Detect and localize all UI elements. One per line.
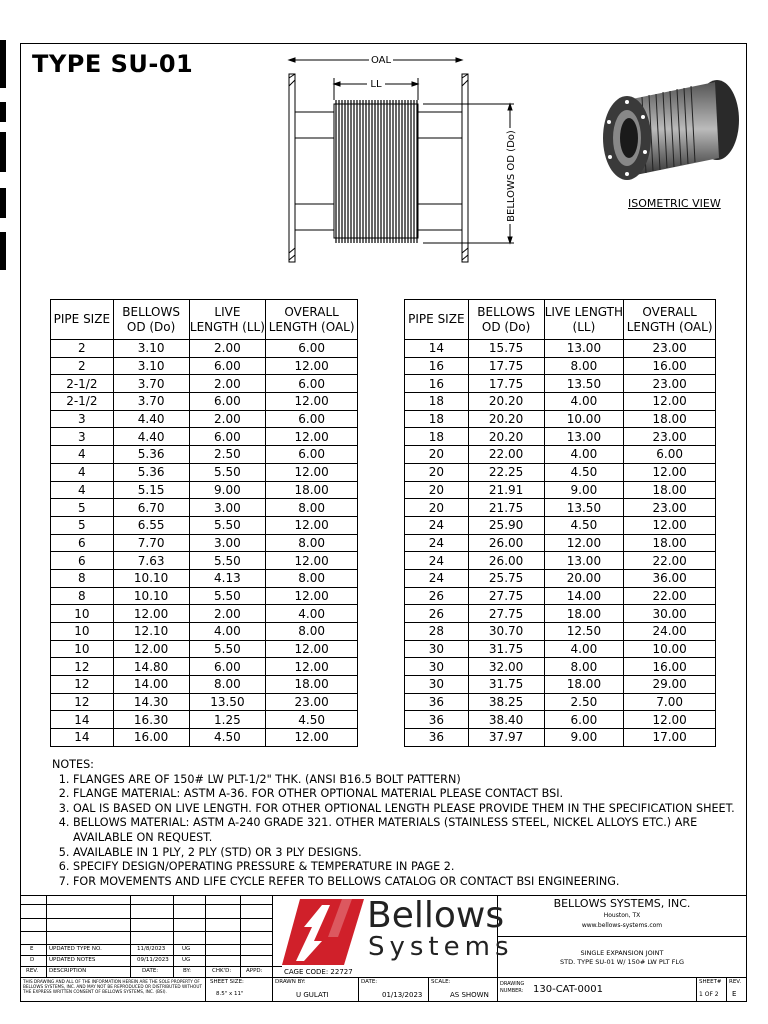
company-website: www.bellows-systems.com <box>581 922 663 929</box>
cell-pipe-size: 6 <box>51 552 114 570</box>
table-row <box>405 463 716 481</box>
cell-pipe-size: 8 <box>51 587 114 605</box>
note-item: 5. AVAILABLE IN 1 PLY, 2 PLY (STD) OR 3 PLY DESIGNS. <box>73 846 752 861</box>
cell-overall-length: 29.00 <box>624 676 716 694</box>
table-row <box>405 658 716 676</box>
logo-word-bellows: Bellows <box>367 895 505 936</box>
cell-live-length: 4.00 <box>544 393 624 411</box>
header-overall-length: OVERALL LENGTH (OAL) <box>624 300 716 340</box>
cell-pipe-size: 24 <box>405 516 469 534</box>
table-row <box>51 623 358 641</box>
cell-live-length: 6.00 <box>189 393 266 411</box>
table-row <box>405 481 716 499</box>
description-line-2: STD. TYPE SU-01 W/ 150# LW PLT FLG <box>559 958 685 966</box>
cell-live-length: 2.50 <box>189 446 266 464</box>
cell-bellows-od: 3.10 <box>113 340 189 358</box>
cell-bellows-od: 6.70 <box>113 499 189 517</box>
cell-overall-length: 6.00 <box>266 410 358 428</box>
cell-pipe-size: 14 <box>405 340 469 358</box>
cell-pipe-size: 30 <box>405 658 469 676</box>
cell-pipe-size: 2-1/2 <box>51 375 114 393</box>
cell-pipe-size: 12 <box>51 693 114 711</box>
cell-bellows-od: 17.75 <box>468 375 544 393</box>
cell-live-length: 4.13 <box>189 569 266 587</box>
table-row <box>405 393 716 411</box>
cell-pipe-size: 18 <box>405 393 469 411</box>
table-row <box>51 729 358 747</box>
header-live-length: LIVE LENGTH (LL) <box>189 300 266 340</box>
table-row <box>51 481 358 499</box>
cell-live-length: 12.00 <box>544 534 624 552</box>
cell-pipe-size: 24 <box>405 552 469 570</box>
rev-header-date: DATE: <box>142 968 159 974</box>
table-row <box>51 393 358 411</box>
cell-live-length: 5.50 <box>189 640 266 658</box>
cell-live-length: 4.00 <box>189 623 266 641</box>
cell-live-length: 9.00 <box>544 481 624 499</box>
cell-pipe-size: 10 <box>51 640 114 658</box>
cell-bellows-od: 15.75 <box>468 340 544 358</box>
rev-date: 09/11/2023 <box>137 957 169 963</box>
cell-live-length: 8.00 <box>544 658 624 676</box>
table-row <box>51 375 358 393</box>
cell-live-length: 9.00 <box>189 481 266 499</box>
cell-overall-length: 22.00 <box>624 552 716 570</box>
sheet-size-label: SHEET SIZE: <box>210 979 244 985</box>
rev-description: UPDATED NOTES <box>49 957 96 963</box>
company-city: Houston, TX <box>603 912 641 919</box>
company-name: BELLOWS SYSTEMS, INC. <box>553 897 691 910</box>
cell-overall-length: 23.00 <box>624 375 716 393</box>
cell-pipe-size: 28 <box>405 623 469 641</box>
table-row <box>405 623 716 641</box>
cell-overall-length: 6.00 <box>266 446 358 464</box>
rev-header-desc: DESCRIPTION <box>49 968 87 974</box>
cell-live-length: 4.50 <box>544 463 624 481</box>
cell-bellows-od: 20.20 <box>468 410 544 428</box>
cell-bellows-od: 5.36 <box>113 463 189 481</box>
header-pipe-size: PIPE SIZE <box>51 300 114 340</box>
cell-bellows-od: 38.40 <box>468 711 544 729</box>
scale-value: AS SHOWN <box>450 991 489 999</box>
cell-bellows-od: 26.00 <box>468 534 544 552</box>
table-row <box>405 640 716 658</box>
cell-bellows-od: 32.00 <box>468 658 544 676</box>
bellows-logo-mark <box>282 897 364 967</box>
cell-live-length: 20.00 <box>544 569 624 587</box>
header-live-length: LIVE LENGTH (LL) <box>544 300 624 340</box>
table-row <box>51 534 358 552</box>
table-row <box>51 640 358 658</box>
cell-pipe-size: 26 <box>405 587 469 605</box>
cell-live-length: 14.00 <box>544 587 624 605</box>
table-row <box>51 357 358 375</box>
date-label: DATE: <box>361 979 378 985</box>
header-bellows-od: BELLOWS OD (Do) <box>468 300 544 340</box>
cell-overall-length: 12.00 <box>266 357 358 375</box>
cell-overall-length: 12.00 <box>266 729 358 747</box>
cell-live-length: 4.50 <box>544 516 624 534</box>
cell-overall-length: 23.00 <box>266 693 358 711</box>
cell-overall-length: 12.00 <box>624 711 716 729</box>
cell-bellows-od: 25.75 <box>468 569 544 587</box>
rev-by: UG <box>182 957 191 963</box>
cell-live-length: 13.00 <box>544 428 624 446</box>
table-row <box>51 587 358 605</box>
cell-bellows-od: 30.70 <box>468 623 544 641</box>
cell-bellows-od: 22.00 <box>468 446 544 464</box>
cell-overall-length: 12.00 <box>266 587 358 605</box>
rev-label: REV. <box>729 979 742 985</box>
header-overall-length: OVERALL LENGTH (OAL) <box>266 300 358 340</box>
cell-bellows-od: 22.25 <box>468 463 544 481</box>
cell-overall-length: 12.00 <box>266 393 358 411</box>
cell-bellows-od: 16.30 <box>113 711 189 729</box>
cell-live-length: 8.00 <box>189 676 266 694</box>
cell-live-length: 5.50 <box>189 516 266 534</box>
cell-bellows-od: 3.10 <box>113 357 189 375</box>
disclaimer-text: THIS DRAWING AND ALL OF THE INFORMATION HEREIN ARE THE SOLE PROPERTY OF BELLOWS SYSTEMS, INC. AND MAY NOT BE REPRODUCED OR DISTRIBUTED WITHOUT THE EXPRESS WRITTEN CONSENT OF BELLOWS SYSTEMS, INC. (BSI). <box>23 979 202 994</box>
cell-bellows-od: 5.15 <box>113 481 189 499</box>
cell-pipe-size: 36 <box>405 711 469 729</box>
rev-description: UPDATED TYPE NO. <box>49 946 102 952</box>
rev-header-by: BY: <box>183 968 191 974</box>
table-row <box>405 410 716 428</box>
drawing-number: 130-CAT-0001 <box>533 984 603 995</box>
cell-pipe-size: 16 <box>405 375 469 393</box>
cell-live-length: 3.00 <box>189 499 266 517</box>
table-row <box>51 340 358 358</box>
sheet-size-value: 8.5" x 11" <box>216 991 244 997</box>
cell-bellows-od: 12.00 <box>113 640 189 658</box>
cell-pipe-size: 5 <box>51 516 114 534</box>
table-row <box>51 693 358 711</box>
cell-live-length: 8.00 <box>544 357 624 375</box>
cell-pipe-size: 36 <box>405 693 469 711</box>
cell-pipe-size: 16 <box>405 357 469 375</box>
notes-section <box>52 758 752 889</box>
rev-header-chk: CHK'D: <box>212 968 232 974</box>
cell-bellows-od: 7.63 <box>113 552 189 570</box>
cell-live-length: 13.00 <box>544 552 624 570</box>
cell-overall-length: 23.00 <box>624 340 716 358</box>
cell-pipe-size: 20 <box>405 499 469 517</box>
cell-bellows-od: 10.10 <box>113 587 189 605</box>
cell-pipe-size: 30 <box>405 640 469 658</box>
table-row <box>405 534 716 552</box>
cell-overall-length: 12.00 <box>624 393 716 411</box>
cell-overall-length: 12.00 <box>266 428 358 446</box>
table-row <box>51 605 358 623</box>
cell-pipe-size: 3 <box>51 410 114 428</box>
cell-bellows-od: 4.40 <box>113 410 189 428</box>
cell-overall-length: 12.00 <box>266 552 358 570</box>
cell-overall-length: 18.00 <box>624 481 716 499</box>
cell-live-length: 5.50 <box>189 463 266 481</box>
note-item: 1. FLANGES ARE OF 150# LW PLT-1/2" THK. (ANSI B16.5 BOLT PATTERN) <box>73 773 752 788</box>
cell-bellows-od: 14.80 <box>113 658 189 676</box>
cell-live-length: 6.00 <box>544 711 624 729</box>
cell-live-length: 13.50 <box>544 375 624 393</box>
cell-overall-length: 8.00 <box>266 569 358 587</box>
cell-bellows-od: 37.97 <box>468 729 544 747</box>
cell-bellows-od: 5.36 <box>113 446 189 464</box>
cell-pipe-size: 2 <box>51 340 114 358</box>
cell-bellows-od: 31.75 <box>468 676 544 694</box>
cell-overall-length: 6.00 <box>266 340 358 358</box>
cell-live-length: 10.00 <box>544 410 624 428</box>
cell-bellows-od: 20.20 <box>468 428 544 446</box>
cell-live-length: 2.00 <box>189 375 266 393</box>
sheet-label: SHEET# <box>699 979 722 985</box>
cell-pipe-size: 4 <box>51 463 114 481</box>
spec-table-left <box>50 299 358 747</box>
table-row <box>51 463 358 481</box>
cell-pipe-size: 18 <box>405 410 469 428</box>
cell-live-length: 12.50 <box>544 623 624 641</box>
cell-overall-length: 18.00 <box>624 410 716 428</box>
sheet-value: 1 OF 2 <box>699 991 719 998</box>
table-row <box>405 676 716 694</box>
cell-live-length: 5.50 <box>189 587 266 605</box>
cell-bellows-od: 31.75 <box>468 640 544 658</box>
cage-code: CAGE CODE: 22727 <box>284 968 353 976</box>
cell-overall-length: 10.00 <box>624 640 716 658</box>
table-row <box>51 569 358 587</box>
cell-pipe-size: 4 <box>51 481 114 499</box>
cell-overall-length: 18.00 <box>624 534 716 552</box>
cell-overall-length: 12.00 <box>266 658 358 676</box>
cell-overall-length: 6.00 <box>624 446 716 464</box>
drawing-number-label: DRAWING NUMBER: <box>500 981 525 994</box>
rev-value: E <box>732 990 737 998</box>
table-row <box>51 552 358 570</box>
cell-bellows-od: 10.10 <box>113 569 189 587</box>
table-row <box>405 375 716 393</box>
cell-live-length: 9.00 <box>544 729 624 747</box>
cell-live-length: 4.50 <box>189 729 266 747</box>
cell-overall-length: 24.00 <box>624 623 716 641</box>
notes-heading: NOTES: <box>52 758 94 771</box>
cell-overall-length: 4.50 <box>266 711 358 729</box>
table-row <box>405 605 716 623</box>
page-title: TYPE SU-01 <box>32 50 194 78</box>
note-item: 7. FOR MOVEMENTS AND LIFE CYCLE REFER TO BELLOWS CATALOG OR CONTACT BSI ENGINEERING. <box>73 875 752 890</box>
cell-pipe-size: 20 <box>405 446 469 464</box>
cell-overall-length: 6.00 <box>266 375 358 393</box>
cell-live-length: 2.00 <box>189 410 266 428</box>
cell-bellows-od: 21.75 <box>468 499 544 517</box>
logo-word-systems: Systems <box>368 932 514 962</box>
date-value: 01/13/2023 <box>382 991 423 999</box>
cell-overall-length: 12.00 <box>624 463 716 481</box>
cell-pipe-size: 10 <box>51 605 114 623</box>
cell-live-length: 3.00 <box>189 534 266 552</box>
cell-overall-length: 7.00 <box>624 693 716 711</box>
cell-live-length: 4.00 <box>544 640 624 658</box>
table-row <box>51 410 358 428</box>
cell-live-length: 13.50 <box>189 693 266 711</box>
cell-overall-length: 22.00 <box>624 587 716 605</box>
cell-pipe-size: 24 <box>405 569 469 587</box>
cell-live-length: 18.00 <box>544 676 624 694</box>
cell-live-length: 13.00 <box>544 340 624 358</box>
cell-pipe-size: 14 <box>51 729 114 747</box>
cell-bellows-od: 12.10 <box>113 623 189 641</box>
table-row <box>51 446 358 464</box>
cell-overall-length: 12.00 <box>266 463 358 481</box>
cell-bellows-od: 6.55 <box>113 516 189 534</box>
header-pipe-size: PIPE SIZE <box>405 300 469 340</box>
table-row <box>405 552 716 570</box>
rev-by: UG <box>182 946 191 952</box>
cell-bellows-od: 4.40 <box>113 428 189 446</box>
cell-overall-length: 12.00 <box>624 516 716 534</box>
left-edge-marks <box>0 40 6 270</box>
rev-date: 11/8/2023 <box>137 946 166 952</box>
table-row <box>405 516 716 534</box>
cell-bellows-od: 38.25 <box>468 693 544 711</box>
cell-live-length: 2.50 <box>544 693 624 711</box>
cell-live-length: 1.25 <box>189 711 266 729</box>
cell-bellows-od: 12.00 <box>113 605 189 623</box>
table-row <box>405 340 716 358</box>
cell-overall-length: 18.00 <box>266 481 358 499</box>
isometric-view-label: ISOMETRIC VIEW <box>628 197 721 210</box>
table-row <box>51 676 358 694</box>
cell-live-length: 5.50 <box>189 552 266 570</box>
cell-pipe-size: 14 <box>51 711 114 729</box>
table-row <box>405 499 716 517</box>
cell-bellows-od: 14.00 <box>113 676 189 694</box>
cell-live-length: 2.00 <box>189 340 266 358</box>
rev-header-appd: APPD: <box>246 968 263 974</box>
note-item: 2. FLANGE MATERIAL: ASTM A-36. FOR OTHER OPTIONAL MATERIAL PLEASE CONTACT BSI. <box>73 787 752 802</box>
table-row <box>51 711 358 729</box>
table-row <box>51 658 358 676</box>
cell-bellows-od: 27.75 <box>468 587 544 605</box>
cell-live-length: 6.00 <box>189 658 266 676</box>
cell-bellows-od: 27.75 <box>468 605 544 623</box>
cell-pipe-size: 18 <box>405 428 469 446</box>
rev-letter: E <box>30 946 34 952</box>
note-item: 4. BELLOWS MATERIAL: ASTM A-240 GRADE 321. OTHER MATERIALS (STAINLESS STEEL, NICKEL ALLOYS ETC.) ARE AVAILABLE ON REQUEST. <box>73 816 752 845</box>
ll-label: LL <box>370 79 382 90</box>
cell-pipe-size: 20 <box>405 481 469 499</box>
bellows-od-label: BELLOWS OD (Do) <box>506 130 517 222</box>
cell-bellows-od: 20.20 <box>468 393 544 411</box>
cell-bellows-od: 17.75 <box>468 357 544 375</box>
table-row <box>405 587 716 605</box>
cell-overall-length: 16.00 <box>624 357 716 375</box>
note-item: 6. SPECIFY DESIGN/OPERATING PRESSURE & TEMPERATURE IN PAGE 2. <box>73 860 752 875</box>
cell-bellows-od: 26.00 <box>468 552 544 570</box>
cell-pipe-size: 3 <box>51 428 114 446</box>
table-row <box>51 516 358 534</box>
cell-live-length: 6.00 <box>189 428 266 446</box>
cell-overall-length: 36.00 <box>624 569 716 587</box>
cell-pipe-size: 8 <box>51 569 114 587</box>
cell-pipe-size: 36 <box>405 729 469 747</box>
cell-pipe-size: 30 <box>405 676 469 694</box>
table-row <box>405 446 716 464</box>
cell-live-length: 13.50 <box>544 499 624 517</box>
cell-overall-length: 8.00 <box>266 623 358 641</box>
cell-bellows-od: 3.70 <box>113 375 189 393</box>
rev-letter: D <box>30 957 35 963</box>
isometric-view-image <box>597 72 747 192</box>
table-row <box>51 428 358 446</box>
cell-overall-length: 4.00 <box>266 605 358 623</box>
description-line-1: SINGLE EXPANSION JOINT <box>580 949 664 957</box>
table-row <box>405 711 716 729</box>
cell-bellows-od: 21.91 <box>468 481 544 499</box>
cell-overall-length: 16.00 <box>624 658 716 676</box>
cell-pipe-size: 24 <box>405 534 469 552</box>
cell-bellows-od: 3.70 <box>113 393 189 411</box>
cell-live-length: 18.00 <box>544 605 624 623</box>
cell-bellows-od: 16.00 <box>113 729 189 747</box>
header-bellows-od: BELLOWS OD (Do) <box>113 300 189 340</box>
cell-overall-length: 23.00 <box>624 499 716 517</box>
rev-header-rev: REV. <box>26 968 39 974</box>
cell-pipe-size: 10 <box>51 623 114 641</box>
table-row <box>405 428 716 446</box>
cell-pipe-size: 26 <box>405 605 469 623</box>
cell-overall-length: 12.00 <box>266 640 358 658</box>
scale-label: SCALE: <box>431 979 451 985</box>
cell-live-length: 4.00 <box>544 446 624 464</box>
cell-overall-length: 30.00 <box>624 605 716 623</box>
spec-table-right <box>404 299 716 747</box>
cell-overall-length: 12.00 <box>266 516 358 534</box>
note-item: 3. OAL IS BASED ON LIVE LENGTH. FOR OTHER OPTIONAL LENGTH PLEASE PROVIDE THEM IN THE SPECIFICATION SHEET. <box>73 802 752 817</box>
cell-overall-length: 23.00 <box>624 428 716 446</box>
cell-live-length: 2.00 <box>189 605 266 623</box>
bellows-side-view-drawing <box>278 48 538 263</box>
cell-pipe-size: 2 <box>51 357 114 375</box>
cell-pipe-size: 5 <box>51 499 114 517</box>
cell-overall-length: 17.00 <box>624 729 716 747</box>
cell-live-length: 6.00 <box>189 357 266 375</box>
cell-pipe-size: 6 <box>51 534 114 552</box>
cell-bellows-od: 25.90 <box>468 516 544 534</box>
cell-overall-length: 18.00 <box>266 676 358 694</box>
drawn-by-value: U GULATI <box>296 991 329 999</box>
table-row <box>405 569 716 587</box>
table-row <box>405 357 716 375</box>
cell-pipe-size: 20 <box>405 463 469 481</box>
cell-pipe-size: 4 <box>51 446 114 464</box>
drawn-by-label: DRAWN BY: <box>275 979 306 985</box>
cell-overall-length: 8.00 <box>266 534 358 552</box>
cell-bellows-od: 14.30 <box>113 693 189 711</box>
cell-bellows-od: 7.70 <box>113 534 189 552</box>
table-row <box>51 499 358 517</box>
table-row <box>405 693 716 711</box>
cell-pipe-size: 12 <box>51 658 114 676</box>
cell-pipe-size: 2-1/2 <box>51 393 114 411</box>
cell-pipe-size: 12 <box>51 676 114 694</box>
cell-overall-length: 8.00 <box>266 499 358 517</box>
oal-label: OAL <box>370 55 392 66</box>
table-row <box>405 729 716 747</box>
